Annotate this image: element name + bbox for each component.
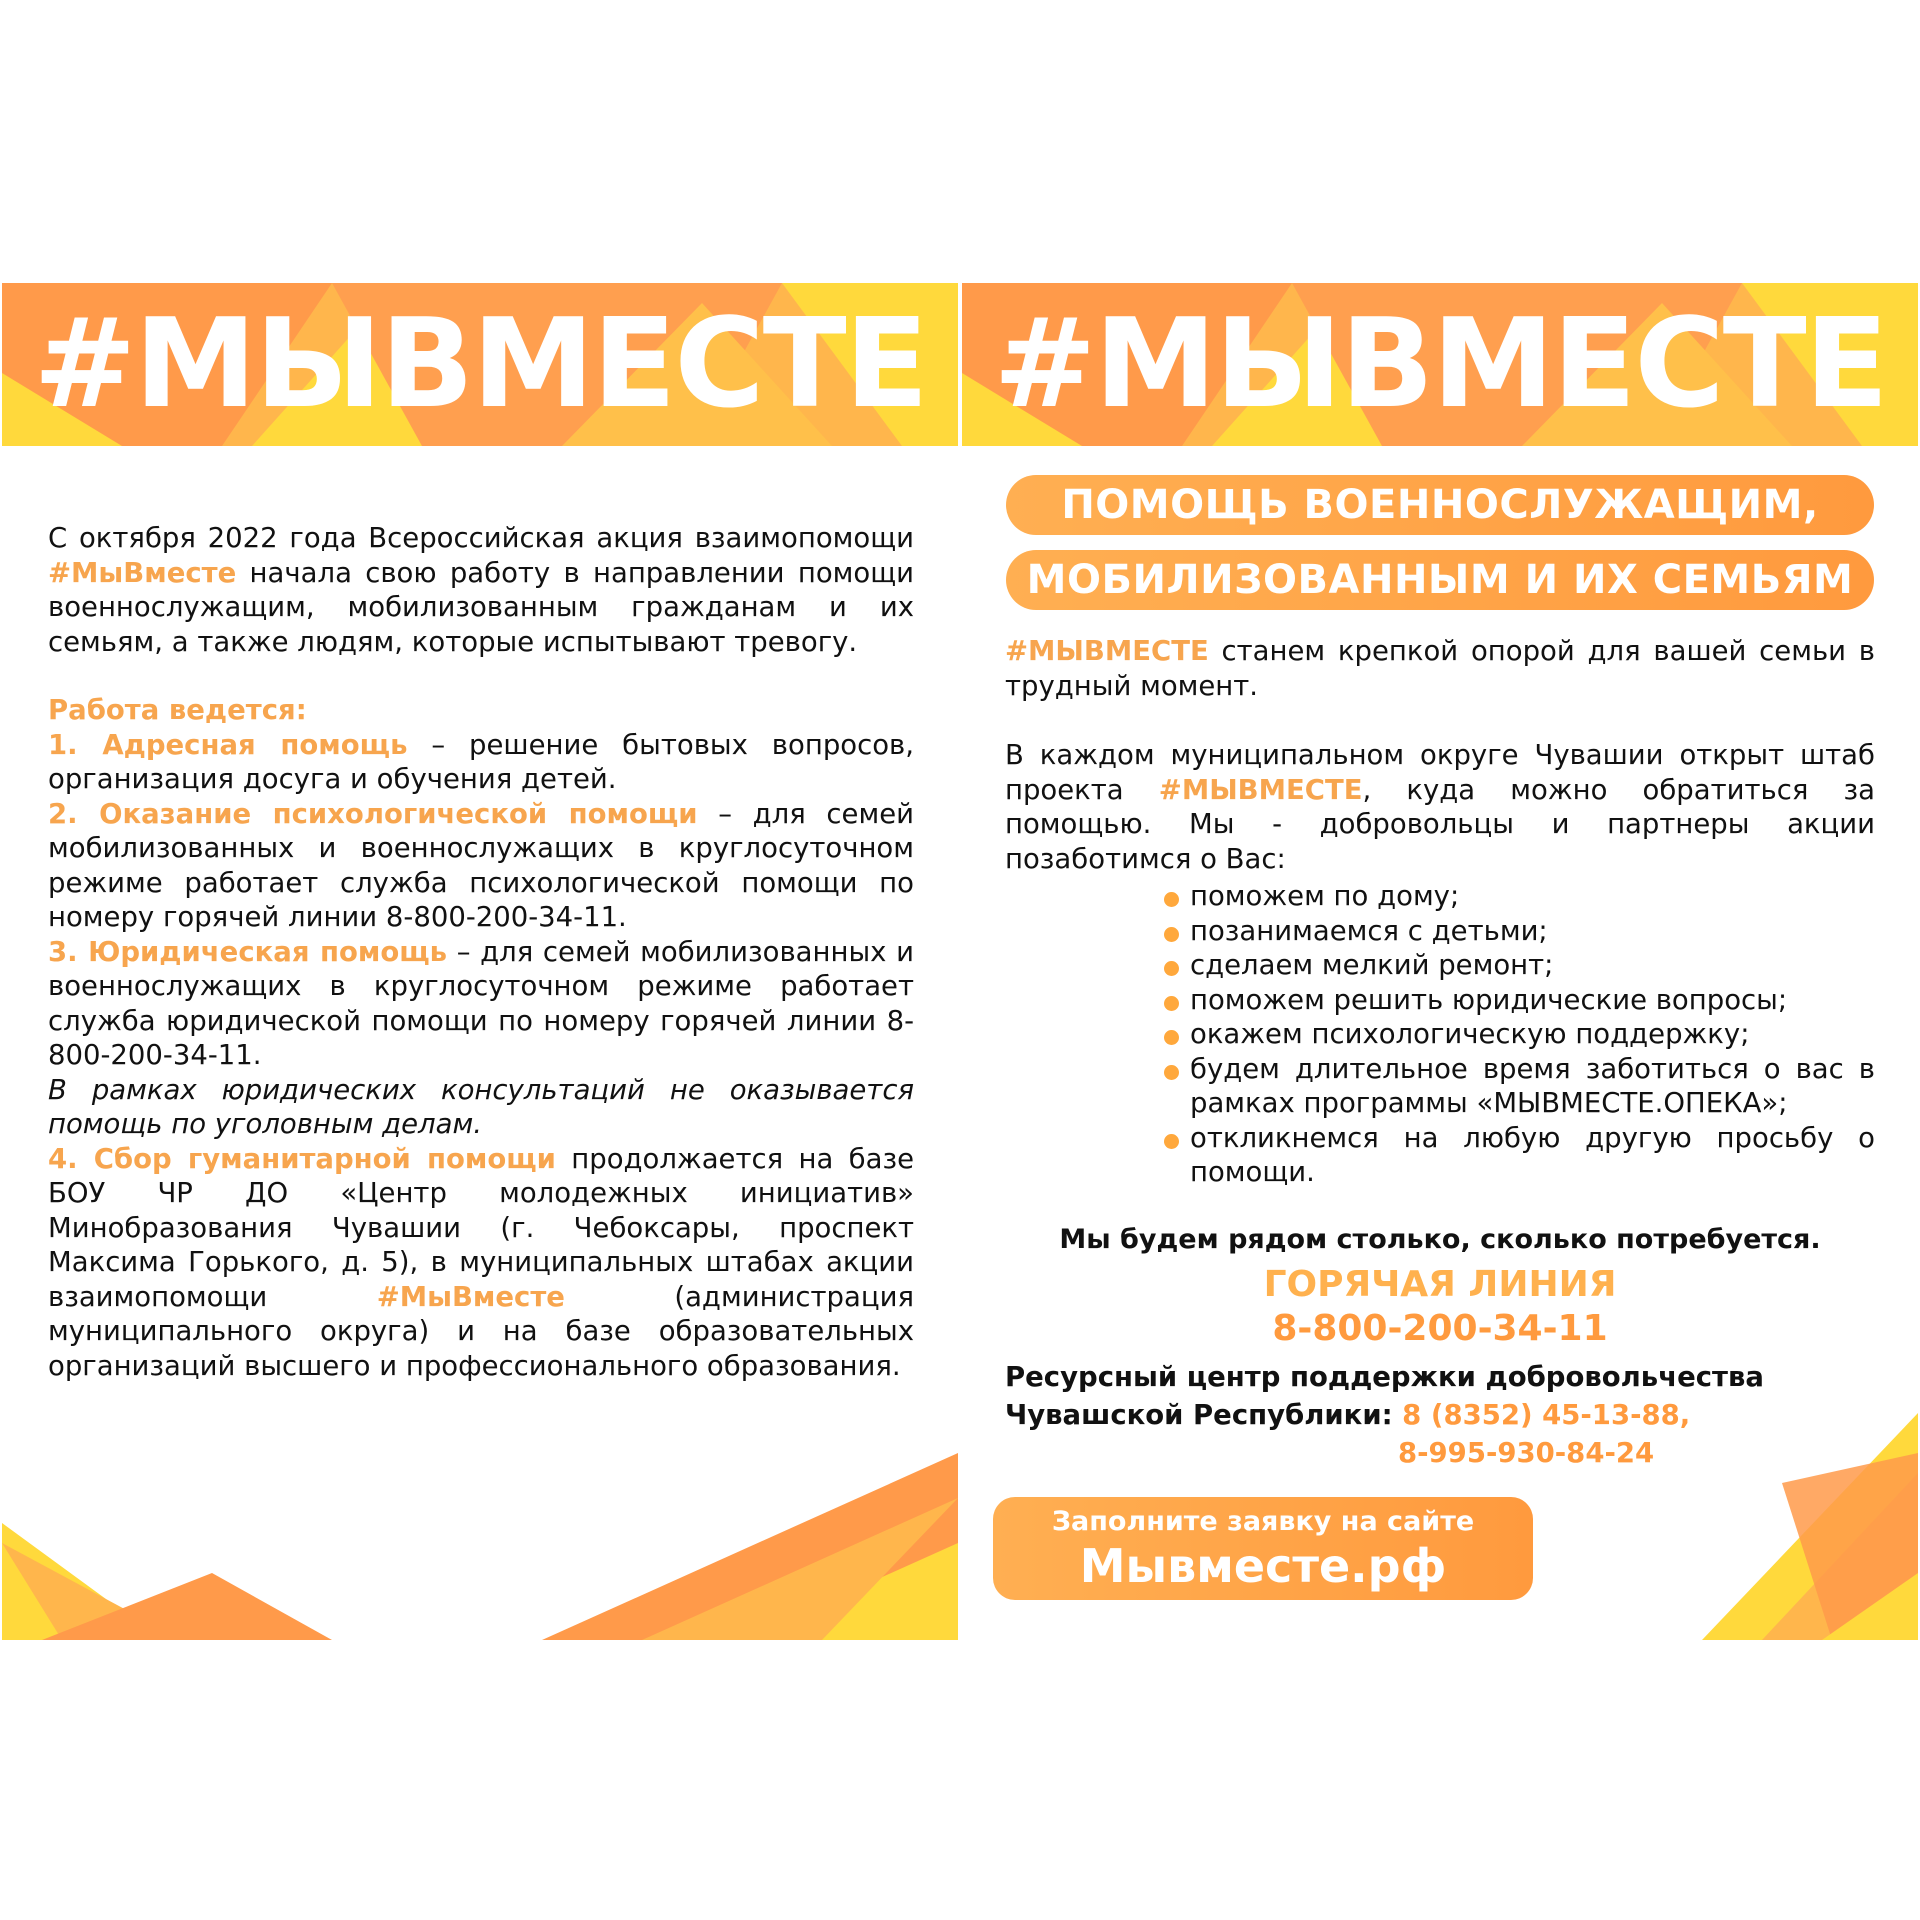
left-leaflet bbox=[2, 283, 958, 1640]
headquarters-paragraph bbox=[1005, 738, 1875, 876]
resource-label: Чувашской Республики: bbox=[1005, 1399, 1403, 1431]
banner-title: #МЫВМЕСТЕ bbox=[993, 293, 1887, 436]
intro-text-end: начала свою работу в направлении помощи военнослужащим, мобилизованным гражданам и их семьям, а также людям, которые испытывают тревогу. bbox=[48, 556, 914, 658]
item-text: – для семей мобилизованных и военнослужащих в круглосуточном режиме работает служба юридической помощи по номеру горячей линии 8-800-200-34-11. bbox=[48, 935, 914, 1071]
list-item-text: позанимаемся с детьми; bbox=[1190, 914, 1548, 947]
item-text: продолжается на базе БОУ ЧР ДО «Центр молодежных инициатив» Минобразования Чувашии (г. Чебоксары, проспект Максима Горького, д. 5), в муниципальных штабах акции взаимопомощи bbox=[48, 1142, 915, 1313]
resource-line-2 bbox=[1005, 1396, 1875, 1434]
item-2 bbox=[48, 797, 914, 935]
list-item bbox=[1164, 1017, 1875, 1052]
hashtag: #МЫВМЕСТЕ bbox=[1158, 773, 1363, 806]
closing-line: Мы будем рядом столько, сколько потребуется. bbox=[1059, 1224, 1821, 1255]
work-heading: Работа ведется: bbox=[48, 694, 307, 726]
item-1 bbox=[48, 728, 914, 797]
list-item-text: поможем по дому; bbox=[1190, 880, 1460, 912]
bullet-icon bbox=[1164, 1134, 1179, 1149]
list-item-text: окажем психологическую поддержку; bbox=[1190, 1018, 1750, 1050]
item-3 bbox=[48, 935, 914, 1073]
list-item bbox=[1164, 983, 1875, 1018]
list-item bbox=[1164, 879, 1875, 914]
list-item-text: будем длительное время заботиться о вас в рамках программы «МЫВМЕСТЕ.ОПЕКА»; bbox=[1190, 1052, 1875, 1119]
item-title: 1. Адресная помощь bbox=[48, 728, 408, 761]
lead-paragraph bbox=[1005, 634, 1875, 703]
item-text-end: (администрация муниципального округа) и на базе образовательных организаций высшего и профессионального образования. bbox=[48, 1280, 914, 1382]
headline-pill-2: МОБИЛИЗОВАННЫМ И ИХ СЕМЬЯМ bbox=[1006, 550, 1874, 610]
bullet-icon bbox=[1164, 996, 1179, 1011]
item-title: 3. Юридическая помощь bbox=[48, 935, 448, 968]
item-text: – для семей мобилизованных и военнослужащих в круглосуточном режиме работает служба психологической помощи по номеру горячей линии 8-800-200-34-11. bbox=[48, 797, 915, 933]
item-title: 2. Оказание психологической помощи bbox=[48, 797, 698, 830]
right-banner bbox=[962, 283, 1918, 446]
list-item-text: сделаем мелкий ремонт; bbox=[1190, 949, 1554, 981]
intro-text: С октября 2022 года Всероссийская акция взаимопомощи bbox=[48, 522, 914, 554]
item-4 bbox=[48, 1142, 914, 1384]
apply-button-caption: Заполните заявку на сайте bbox=[1051, 1506, 1475, 1537]
bullet-icon bbox=[1164, 961, 1179, 976]
intro-paragraph bbox=[48, 521, 914, 659]
italic-note: В рамках юридических консультаций не оказывается помощь по уголовным делам. bbox=[48, 1073, 914, 1140]
list-item bbox=[1164, 1052, 1875, 1121]
left-banner bbox=[2, 283, 958, 446]
hotline-label: ГОРЯЧАЯ ЛИНИЯ bbox=[1263, 1264, 1617, 1305]
hashtag: #МыВместе bbox=[48, 556, 237, 589]
bullet-icon bbox=[1164, 1065, 1179, 1080]
lead-text: станем крепкой опорой для вашей семьи в трудный момент. bbox=[1005, 635, 1875, 702]
item-title: 4. Сбор гуманитарной помощи bbox=[48, 1142, 556, 1175]
para-text-end: , куда можно обратиться за помощью. Мы - добровольцы и партнеры акции позаботимся о Вас: bbox=[1005, 773, 1875, 875]
list-item bbox=[1164, 914, 1875, 949]
hotline-number: 8-800-200-34-11 bbox=[1272, 1308, 1608, 1349]
left-body bbox=[48, 521, 914, 1383]
apply-button[interactable] bbox=[993, 1497, 1533, 1600]
hashtag: #МыВместе bbox=[376, 1280, 565, 1313]
item-text: – решение бытовых вопросов, организация досуга и обучения детей. bbox=[48, 728, 914, 795]
list-item bbox=[1164, 948, 1875, 983]
bullet-icon bbox=[1164, 892, 1179, 907]
list-item-text: поможем решить юридические вопросы; bbox=[1190, 983, 1788, 1016]
bullet-icon bbox=[1164, 927, 1179, 942]
hashtag: #МЫВМЕСТЕ bbox=[1005, 635, 1209, 667]
resource-center bbox=[1005, 1358, 1875, 1472]
headline-pill-1: ПОМОЩЬ ВОЕННОСЛУЖАЩИМ, bbox=[1006, 475, 1874, 535]
para-text: В каждом муниципальном округе Чувашии открыт штаб проекта bbox=[1005, 739, 1875, 806]
list-item bbox=[1164, 1121, 1875, 1190]
resource-line: Ресурсный центр поддержки добровольчества bbox=[1005, 1361, 1764, 1393]
help-list bbox=[1164, 879, 1875, 1190]
apply-button-site: Мывместе.рф bbox=[1079, 1539, 1447, 1593]
resource-phone-2[interactable]: 8-995-930-84-24 bbox=[1398, 1437, 1655, 1469]
banner-title: #МЫВМЕСТЕ bbox=[33, 293, 927, 436]
bullet-icon bbox=[1164, 1030, 1179, 1045]
right-leaflet bbox=[962, 283, 1918, 1640]
list-item-text: откликнемся на любую другую просьбу о помощи. bbox=[1190, 1121, 1875, 1188]
resource-phone[interactable]: 8 (8352) 45-13-88, bbox=[1402, 1399, 1691, 1431]
